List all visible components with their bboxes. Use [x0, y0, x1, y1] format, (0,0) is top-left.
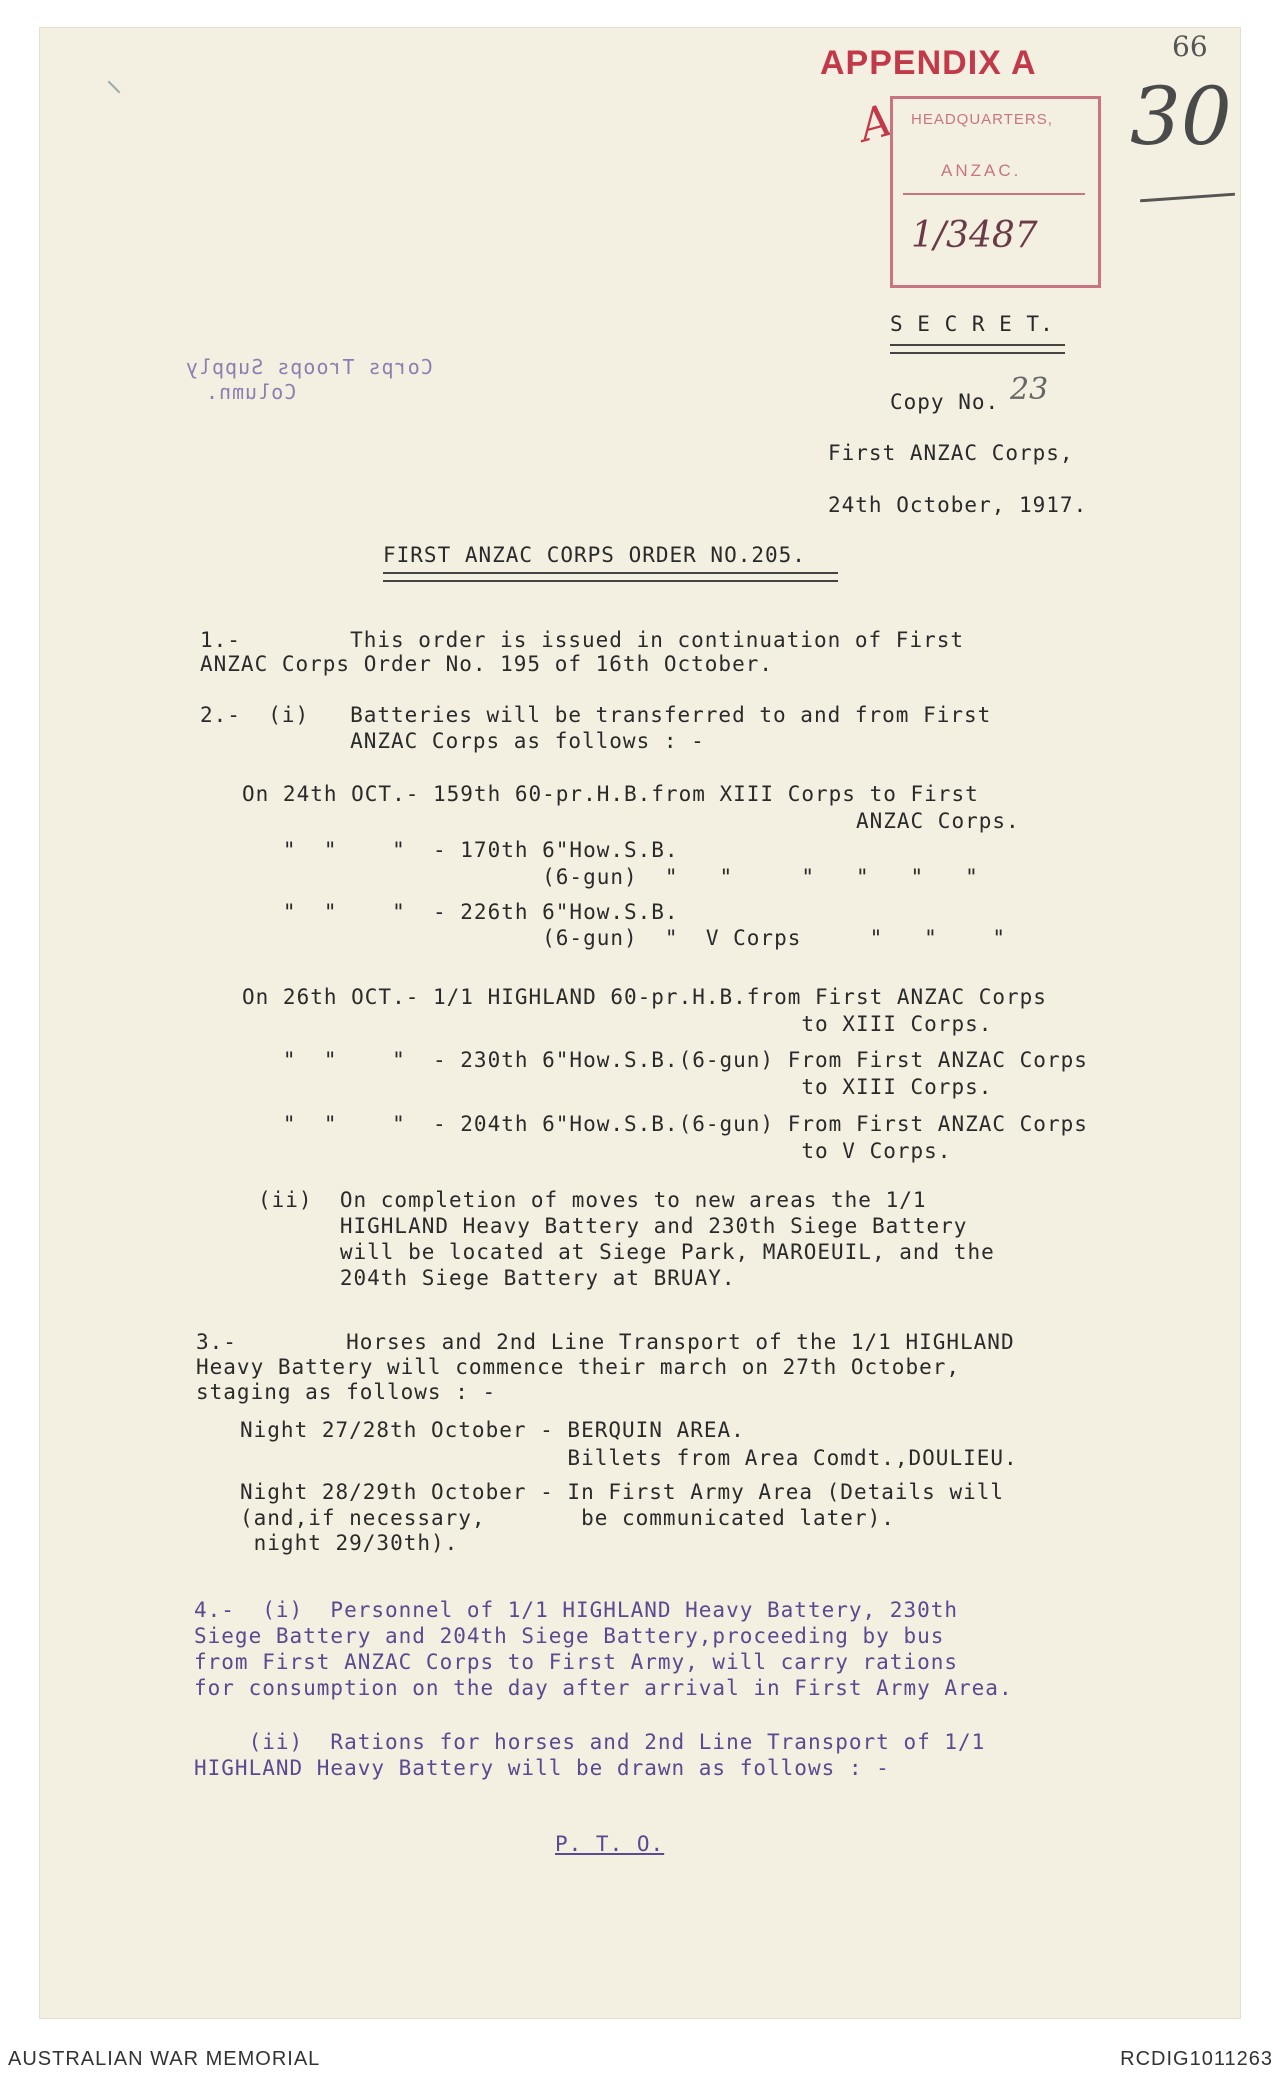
footer-institution: AUSTRALIAN WAR MEMORIAL: [8, 2048, 321, 2070]
staging-line: night 29/30th).: [240, 1531, 459, 1555]
transfer-row: On 24th OCT.- 159th 60-pr.H.B.from XIII Corps to First: [242, 782, 979, 806]
stamp-number: 1/3487: [911, 215, 1038, 256]
paragraph-line: (ii) Rations for horses and 2nd Line Transport of 1/1: [194, 1730, 986, 1754]
transfer-row: " " " - 170th 6"How.S.B.: [242, 838, 679, 862]
ghost-text-line: Corps Troops Supply: [185, 355, 433, 379]
stamp-hq-label: HEADQUARTERS,: [911, 111, 1053, 128]
paragraph-line: 4.- (i) Personnel of 1/1 HIGHLAND Heavy Battery, 230th: [194, 1598, 959, 1622]
secret-heading: S E C R E T.: [890, 312, 1054, 336]
headquarters-stamp: [890, 96, 1101, 288]
paragraph-line: staging as follows : -: [196, 1380, 497, 1404]
paragraph-line: will be located at Siege Park, MAROEUIL, and the: [258, 1240, 995, 1264]
stamp-anzac-label: ANZAC.: [941, 161, 1022, 180]
paragraph-line: ANZAC Corps Order No. 195 of 16th October.: [200, 652, 774, 676]
paragraph-line: from First ANZAC Corps to First Army, will carry rations: [194, 1650, 959, 1674]
secret-underline: [890, 344, 1065, 354]
paragraph-line: 3.- Horses and 2nd Line Transport of the 1/1 HIGHLAND: [196, 1330, 1015, 1354]
paragraph-line: for consumption on the day after arrival in First Army Area.: [194, 1676, 1013, 1700]
date-line: 24th October, 1917.: [828, 493, 1088, 517]
paragraph-line: HIGHLAND Heavy Battery and 230th Siege Battery: [258, 1214, 968, 1238]
appendix-stamp: APPENDIX A: [820, 44, 1037, 82]
page-number: 66: [1172, 30, 1208, 63]
transfer-row: ANZAC Corps.: [242, 809, 1020, 833]
transfer-row: to XIII Corps.: [242, 1012, 993, 1036]
footer-record-id: RCDIG1011263: [1120, 2048, 1273, 2070]
transfer-row: (6-gun) " V Corps " " ": [242, 926, 1007, 950]
copy-label: Copy No.: [890, 390, 1000, 414]
please-turn-over: P. T. O.: [555, 1832, 665, 1856]
handwritten-number: 30: [1130, 70, 1232, 163]
copy-number: 23: [1010, 372, 1049, 407]
title-underline: [383, 572, 838, 582]
paragraph-line: HIGHLAND Heavy Battery will be drawn as follows : -: [194, 1756, 890, 1780]
staging-line: (and,if necessary, be communicated later).: [240, 1506, 895, 1530]
transfer-row: (6-gun) " " " " " ": [242, 865, 979, 889]
paragraph-line: 204th Siege Battery at BRUAY.: [258, 1266, 736, 1290]
transfer-row: " " " - 226th 6"How.S.B.: [242, 900, 679, 924]
paragraph-line: Heavy Battery will commence their march on 27th October,: [196, 1355, 961, 1379]
paragraph-line: 1.- This order is issued in continuation of First: [200, 628, 965, 652]
staging-line: Night 27/28th October - BERQUIN AREA.: [240, 1418, 745, 1442]
document-title: FIRST ANZAC CORPS ORDER NO.205.: [383, 543, 806, 567]
transfer-row: On 26th OCT.- 1/1 HIGHLAND 60-pr.H.B.from First ANZAC Corps: [242, 985, 1047, 1009]
paragraph-line: 2.- (i) Batteries will be transferred to and from First: [200, 703, 992, 727]
staging-line: Billets from Area Comdt.,DOULIEU.: [240, 1446, 1018, 1470]
paragraph-line: ANZAC Corps as follows : -: [200, 729, 705, 753]
stamp-divider: [903, 193, 1085, 195]
paragraph-line: Siege Battery and 204th Siege Battery,proceeding by bus: [194, 1624, 945, 1648]
transfer-row: to V Corps.: [242, 1139, 952, 1163]
handwritten-letter: A: [853, 94, 898, 153]
transfer-row: " " " - 230th 6"How.S.B.(6-gun) From First ANZAC Corps: [242, 1048, 1088, 1072]
transfer-row: to XIII Corps.: [242, 1075, 993, 1099]
ghost-text-line: Column.: [205, 380, 297, 404]
staging-line: Night 28/29th October - In First Army Area (Details will: [240, 1480, 1005, 1504]
transfer-row: " " " - 204th 6"How.S.B.(6-gun) From First ANZAC Corps: [242, 1112, 1088, 1136]
unit-line: First ANZAC Corps,: [828, 441, 1074, 465]
paragraph-line: (ii) On completion of moves to new areas the 1/1: [258, 1188, 927, 1212]
